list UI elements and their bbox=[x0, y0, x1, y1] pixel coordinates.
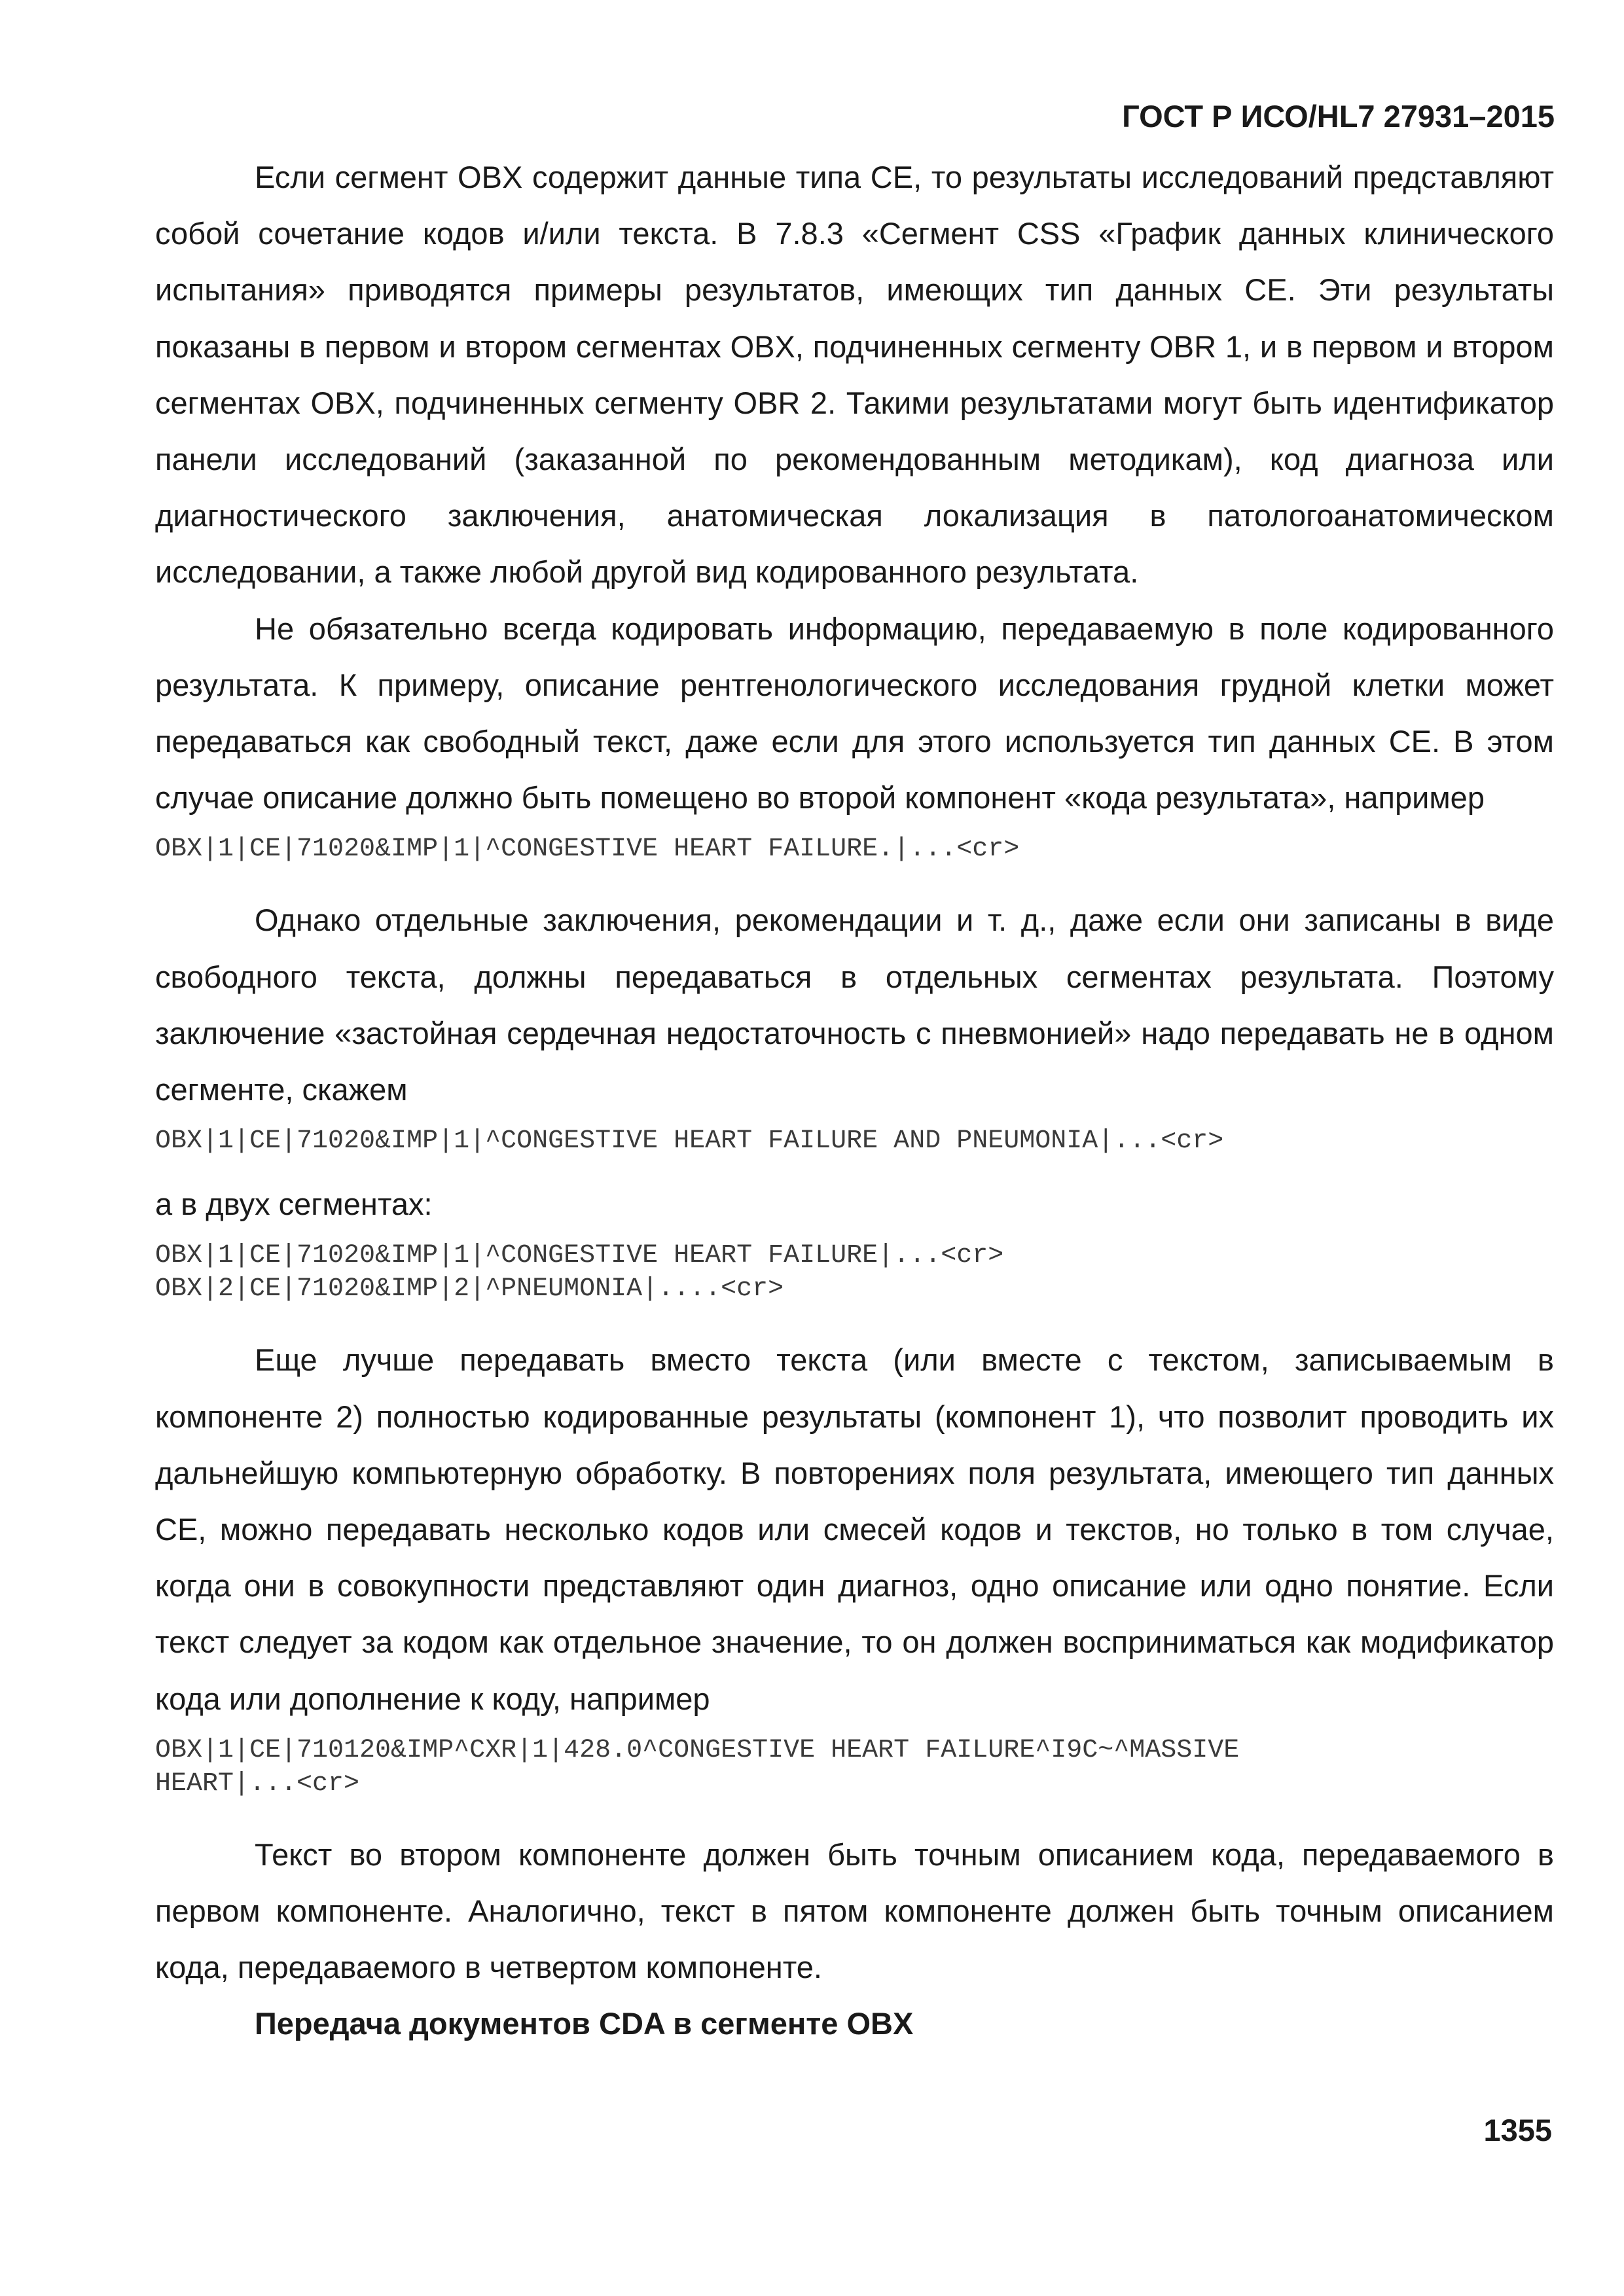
standard-header: ГОСТ Р ИСО/HL7 27931–2015 bbox=[1122, 99, 1555, 134]
paragraph-component-text: Текст во втором компоненте должен быть точным описанием кода, передаваемого в первом компоненте. Аналогично, текст в пятом компоненте должен быть точным описанием кода, передаваемого в четвертом компоненте. bbox=[155, 1837, 1554, 1985]
paragraph-coded-results: Еще лучше передавать вместо текста (или вместе с текстом, записываемым в компоненте 2) полностью кодированные результаты (компонент 1), что позволит проводить их дальнейшую компьютерную обработку. В повторениях поля результата, имеющего тип данных CE, можно передавать несколько кодов или смесей кодов и текстов, но только в том случае, когда они в совокупности представляют один диагноз, одно описание или одно понятие. Если текст следует за кодом как отдельное значение, то он должен восприниматься как модификатор кода или дополнение к коду, например bbox=[155, 1342, 1554, 1716]
code-example-free-text: OBX|1|CE|71020&IMP|1|^CONGESTIVE HEART FAILURE.|...<cr> bbox=[155, 834, 1020, 865]
code-example-two-segments-line-1: OBX|1|CE|71020&IMP|1|^CONGESTIVE HEART FAILURE|...<cr> bbox=[155, 1241, 1004, 1271]
section-heading: Передача документов CDA в сегменте OBX bbox=[255, 2006, 914, 2041]
paragraph-free-text: Не обязательно всегда кодировать информацию, передаваемую в поле кодированного результата. К примеру, описание рентгенологического исследования грудной клетки может передаваться как свободный текст, даже если для этого используется тип данных CE. В этом случае описание должно быть помещено во второй компонент «кода результата», например bbox=[155, 611, 1554, 816]
page-number: 1355 bbox=[1483, 2113, 1552, 2147]
paragraph-ce-results: Если сегмент OBX содержит данные типа CE, то результаты исследований представляют собой сочетание кодов и/или текста. В 7.8.3 «Сегмент CSS «График данных клинического испытания» приводятся примеры результатов, имеющих тип данных CE. Эти результаты показаны в первом и втором сегментах OBX, подчиненных сегменту OBR 1, и в первом и втором сегментах OBX, подчиненных сегменту OBR 2. Такими результатами могут быть идентификатор панели исследований (заказанной по рекомендованным методикам), код диагноза или диагностического заключения, анатомическая локализация в патологоанатомическом исследовании, а также любой другой вид кодированного результата. bbox=[155, 160, 1554, 590]
code-example-single-segment: OBX|1|CE|71020&IMP|1|^CONGESTIVE HEART FAILURE AND PNEUMONIA|...<cr> bbox=[155, 1126, 1224, 1157]
document-body bbox=[155, 149, 1554, 2052]
paragraph-two-segments: а в двух сегментах: bbox=[155, 1187, 433, 1222]
code-example-modifier-line-1: OBX|1|CE|710120&IMP^CXR|1|428.0^CONGESTIVE HEART FAILURE^I9C~^MASSIVE bbox=[155, 1735, 1240, 1765]
code-example-modifier-line-2: HEART|...<cr> bbox=[155, 1768, 360, 1799]
code-example-two-segments-line-2: OBX|2|CE|71020&IMP|2|^PNEUMONIA|....<cr> bbox=[155, 1274, 784, 1304]
paragraph-separate-segments: Однако отдельные заключения, рекомендации и т. д., даже если они записаны в виде свободного текста, должны передаваться в отдельных сегментах результата. Поэтому заключение «застойная сердечная недостаточность с пневмонией» надо передавать не в одном сегменте, скажем bbox=[155, 903, 1554, 1107]
